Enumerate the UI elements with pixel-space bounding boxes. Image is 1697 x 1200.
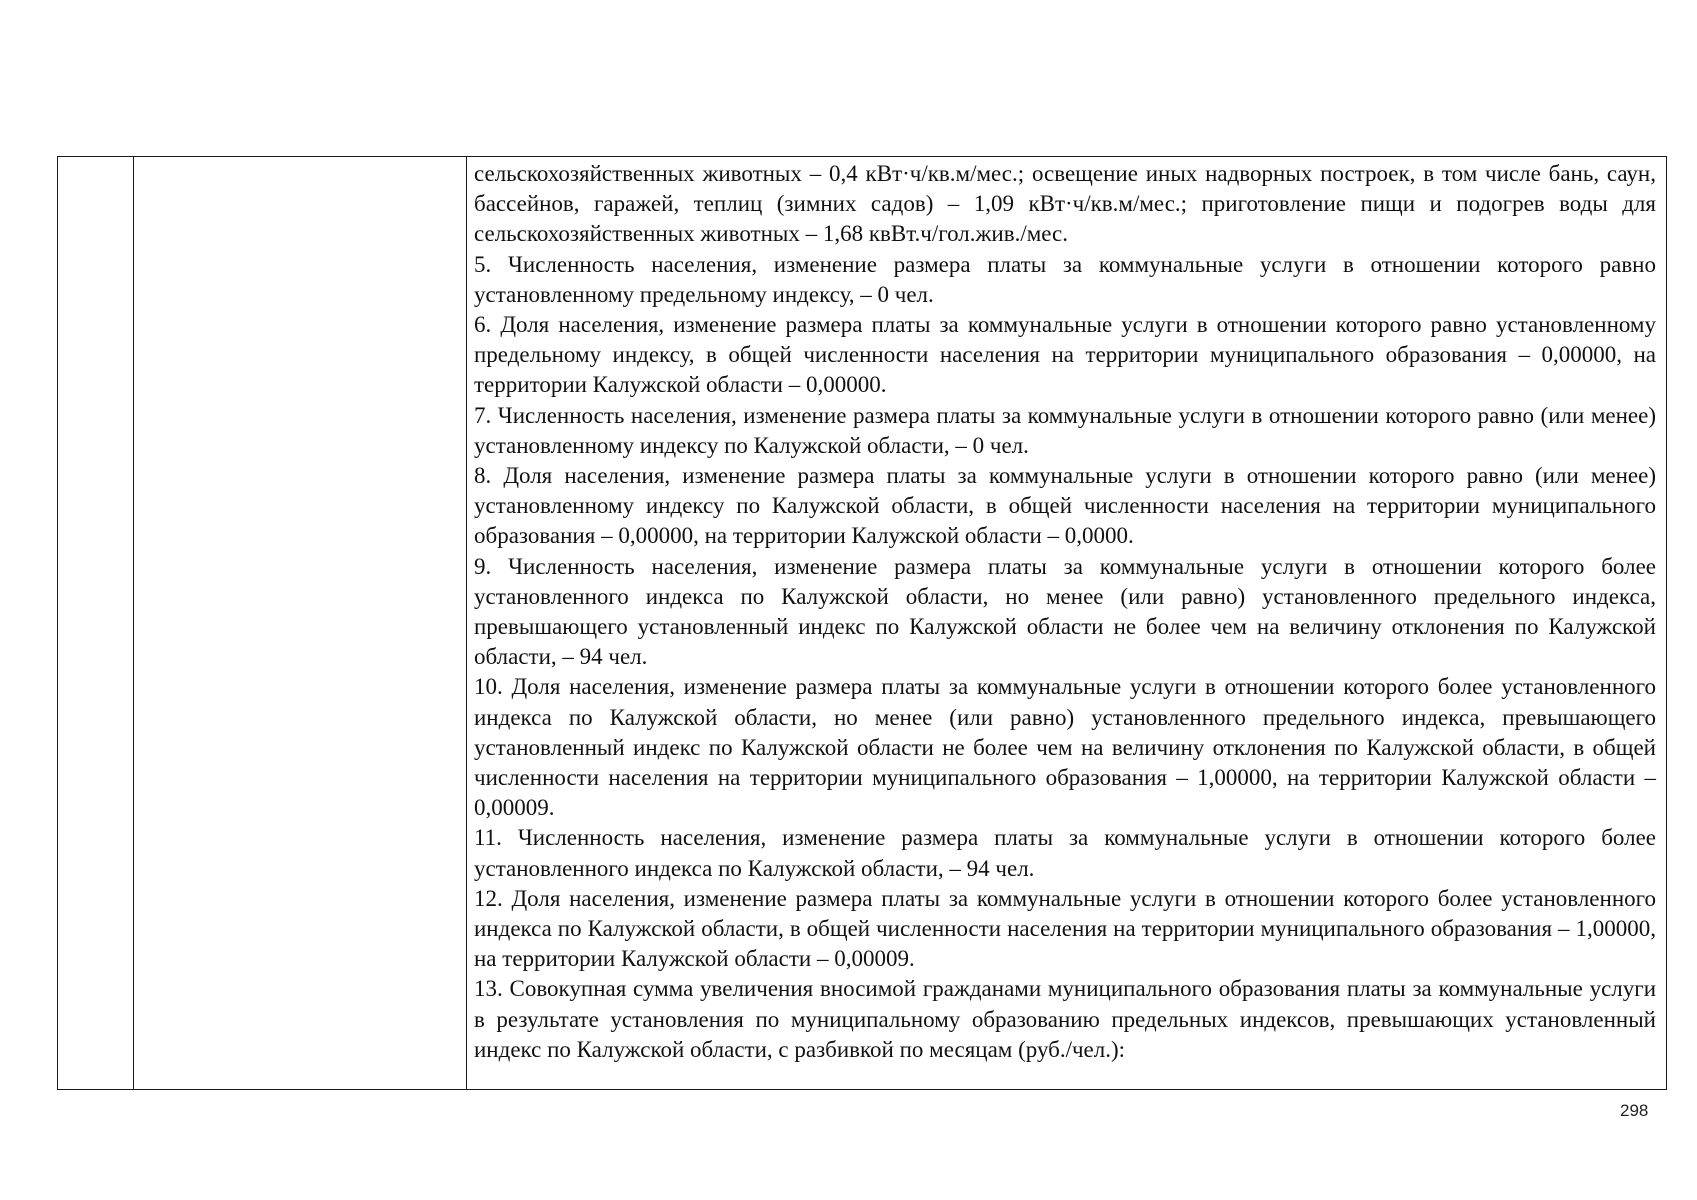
paragraph-item-6: 6. Доля населения, изменение размера платы за коммунальные услуги в отношении которого равно установленному предельному индексу, в общей численности населения на территории муниципального образования – 0,00000, на территории Калужской области – 0,00000. xyxy=(474,312,1656,398)
page-number: 298 xyxy=(1620,1101,1649,1120)
paragraph-item-9: 9. Численность населения, изменение размера платы за коммунальные услуги в отношении которого более установленного индекса по Калужской области, но менее (или равно) установленного предельного индекса, превышающего установленный индекс по Калужской области не более чем на величину отклонения по Калужской области, – 94 чел. xyxy=(474,553,1656,670)
paragraph-item-8: 8. Доля населения, изменение размера платы за коммунальные услуги в отношении которого равно (или менее) установленному индексу по Калужской области, в общей численности населения на территории муниципального образования – 0,00000, на территории Калужской области – 0,0000. xyxy=(474,463,1656,549)
paragraph-item-7: 7. Численность населения, изменение размера платы за коммунальные услуги в отношении которого равно (или менее) установленному индексу по Калужской области, – 0 чел. xyxy=(474,402,1656,458)
paragraph-item-12: 12. Доля населения, изменение размера платы за коммунальные услуги в отношении которого более установленного индекса по Калужской области, в общей численности населения на территории муниципального образования – 1,00000, на территории Калужской области – 0,00009. xyxy=(474,885,1656,972)
paragraph-item-5: 5. Численность населения, изменение размера платы за коммунальные услуги в отношении которого равно установленному предельному индексу, – 0 чел. xyxy=(474,251,1656,307)
paragraph-continuation: сельскохозяйственных животных – 0,4 кВт·ч/кв.м/мес.; освещение иных надворных построек, в том числе бань, саун, бассейнов, гаражей, теплиц (зимних садов) – 1,09 кВт·ч/кв.м/мес.; приготовление пищи и подогрев воды для сельскохозяйственных животных – 1,68 квВт.ч/гол.жив./мес. xyxy=(474,161,1656,247)
column-divider-2 xyxy=(466,157,467,1089)
document-table xyxy=(57,156,1667,1090)
paragraph-item-13: 13. Совокупная сумма увеличения вносимой гражданами муниципального образования платы за коммунальные услуги в результате установления по муниципальному образованию предельных индексов, превышающих установленный индекс по Калужской области, с разбивкой по месяцам (руб./чел.): xyxy=(474,976,1656,1062)
paragraph-item-10: 10. Доля населения, изменение размера платы за коммунальные услуги в отношении которого более установленного индекса по Калужской области, но менее (или равно) установленного предельного индекса, превышающего установленный индекс по Калужской области не более чем на величину отклонения по Калужской области, в общей численности населения на территории муниципального образования – 1,00000, на территории Калужской области – 0,00009. xyxy=(474,674,1656,821)
text-cell xyxy=(474,159,1656,1065)
column-divider-1 xyxy=(133,157,134,1089)
paragraph-item-11: 11. Численность населения, изменение размера платы за коммунальные услуги в отношении которого более установленного индекса по Калужской области, – 94 чел. xyxy=(474,825,1656,881)
